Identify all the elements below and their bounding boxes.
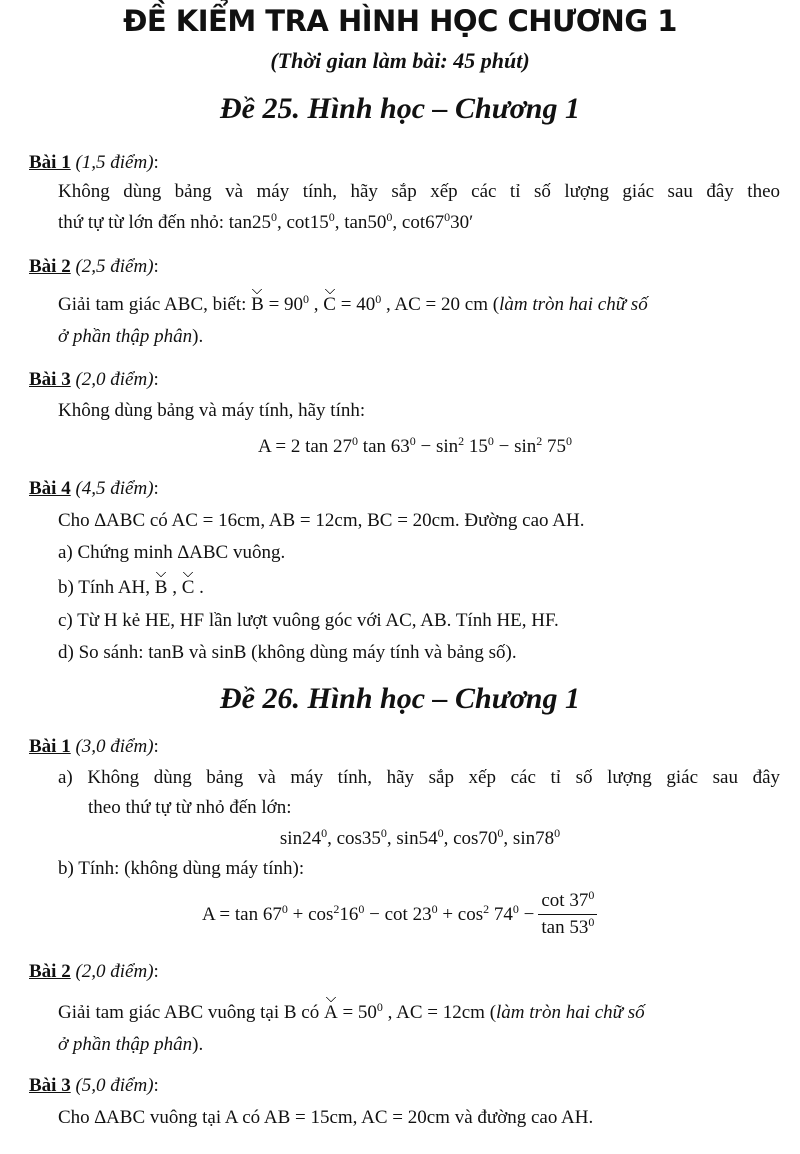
text: = 90 [263,294,304,315]
text: − cot 23 [364,903,432,925]
square: 2 [483,901,490,916]
exam25-bai4-b [58,577,204,599]
text: , tan50 [334,212,387,233]
bai-label: Bài 3 [29,369,71,390]
text: cot 37 [541,890,589,911]
exam25-bai3-heading [29,369,159,391]
time-subtitle: (Thời gian làm bài: 45 phút) [270,48,530,73]
text: b) Tính AH, [58,577,155,598]
fraction-denominator [538,915,597,939]
text: ở phần thập phân [58,326,193,347]
exam26-bai2-heading [29,961,159,983]
exam25-bai1-line2 [58,212,473,234]
points: (2,5 điểm) [75,256,154,277]
colon: : [153,369,159,390]
text: 15 [464,436,488,457]
text: , cos35 [327,828,381,849]
text: = 50 [337,1002,377,1023]
exam-26-title: Đề 26. Hình học – Chương 1 [220,682,580,715]
text: = 40 [335,294,376,315]
exam25-bai4-line1: Cho ∆ABC có AC = 16cm, AB = 12cm, BC = 20cm. Đường cao AH. [58,510,585,531]
main-title: ĐỀ KIỂM TRA HÌNH HỌC CHƯƠNG 1 [123,4,677,38]
text: A = tan 67 [202,903,282,925]
exam25-bai1-line1: Không dùng bảng và máy tính, hãy sắp xếp các tỉ số lượng giác sau đây theo [58,181,780,202]
degree: 0 [409,434,416,448]
degree: 0 [588,888,595,902]
text: Giải tam giác ABC vuông tại B có [58,1002,324,1023]
text: , [309,294,324,315]
square: 2 [536,434,543,448]
degree: 0 [588,915,595,929]
exam26-bai1-a1: a) Không dùng bảng và máy tính, hãy sắp xếp các tỉ số lượng giác sau đây [58,767,780,788]
exam25-bai2-line2 [58,326,203,348]
text: , cot67 [392,212,445,233]
colon: : [153,256,159,277]
degree: 0 [352,434,359,448]
text: − sin [493,436,537,457]
exam26-bai1-heading [29,736,159,758]
colon: : [153,736,159,757]
text: tan 63 [358,436,410,457]
degree: 0 [358,901,365,916]
text: 75 [542,436,567,457]
points: (2,0 điểm) [75,961,154,982]
degree: 0 [431,901,438,916]
text: − [518,903,535,925]
degree: 0 [437,826,444,840]
exam25-bai4-d: d) So sánh: tanB và sinB (không dùng máy tính và bảng số). [58,642,517,663]
angle-a: A [323,1002,338,1023]
degree: 0 [270,210,277,224]
angle-b: B [154,577,168,598]
points: (2,0 điểm) [75,369,154,390]
bai-label: Bài 3 [29,1075,71,1096]
exam26-bai1-a2: theo thứ tự từ nhỏ đến lớn: [88,797,292,818]
points: (1,5 điểm) [75,152,154,173]
degree: 0 [376,1000,383,1014]
angle-b: B [251,294,264,315]
exam26-bai3-line1: Cho ∆ABC vuông tại A có AB = 15cm, AC = 20cm và đường cao AH. [58,1107,594,1128]
degree: 0 [281,901,288,916]
fraction [538,890,597,939]
text: , cot15 [276,212,329,233]
exam25-bai4-c: c) Từ H kẻ HE, HF lần lượt vuông góc với AC, AB. Tính HE, HF. [58,610,559,631]
text: A = 2 tan 27 [257,436,353,457]
fraction-numerator [538,890,597,915]
degree: 0 [386,210,393,224]
colon: : [153,152,159,173]
text: , sin78 [503,828,555,849]
exam26-bai2-line1 [58,1002,645,1024]
exam25-bai4-heading [29,478,159,500]
degree: 0 [554,826,561,840]
exam25-bai3-line1: Không dùng bảng và máy tính, hãy tính: [58,400,366,421]
formula-left [202,901,535,925]
colon: : [153,961,159,982]
degree: 0 [303,292,310,306]
exam25-bai2-heading [29,256,159,278]
text: làm tròn hai chữ số [496,1002,645,1023]
degree: 0 [375,292,382,306]
degree: 0 [321,826,328,840]
degree: 0 [328,210,335,224]
degree: 0 [497,826,504,840]
exam25-bai4-a: a) Chứng minh ∆ABC vuông. [58,542,286,563]
exam26-bai3-heading [29,1075,159,1097]
colon: : [153,478,159,499]
bai-label: Bài 2 [29,961,71,982]
degree: 0 [380,826,387,840]
points: (4,5 điểm) [75,478,154,499]
points: (3,0 điểm) [75,736,154,757]
square: 2 [333,901,340,916]
exam26-bai1-list [0,828,800,850]
text: Giải tam giác ABC, biết: [58,294,252,315]
text: ). [192,326,204,347]
text: , cos70 [443,828,498,849]
bai-label: Bài 1 [29,152,71,173]
text: − sin [415,436,459,457]
text: + cos [287,903,334,925]
text: làm tròn hai chữ số [499,294,648,315]
degree: 0 [444,210,451,224]
square: 2 [458,434,465,448]
text: + cos [437,903,484,925]
text: tan 53 [541,917,589,938]
colon: : [153,1075,159,1096]
text: thứ tự từ lớn đến nhỏ: tan25 [58,212,271,233]
text: . [194,577,204,598]
exam25-bai2-line1 [58,294,648,316]
degree: 0 [566,434,573,448]
degree: 0 [487,434,494,448]
text: , sin54 [386,828,438,849]
exam-25-title: Đề 25. Hình học – Chương 1 [220,92,580,125]
exam25-bai3-formula [0,436,800,458]
text: sin24 [279,828,322,849]
degree: 0 [512,901,519,916]
text: , [167,577,182,598]
text: ở phần thập phân [58,1034,193,1055]
exam26-bai1-formula [202,890,597,939]
bai-label: Bài 4 [29,478,71,499]
exam26-bai2-line2 [58,1034,203,1056]
text: , AC = 20 cm ( [381,294,500,315]
text: 30′ [450,212,474,233]
exam25-bai1-heading [29,152,159,174]
angle-c: C [323,294,336,315]
exam26-bai1-b1: b) Tính: (không dùng máy tính): [58,858,305,879]
text: 16 [339,903,359,925]
text: 74 [489,903,513,925]
points: (5,0 điểm) [75,1075,154,1096]
text: , AC = 12cm ( [382,1002,497,1023]
text: ). [192,1034,204,1055]
bai-label: Bài 1 [29,736,71,757]
bai-label: Bài 2 [29,256,71,277]
angle-c: C [181,577,195,598]
